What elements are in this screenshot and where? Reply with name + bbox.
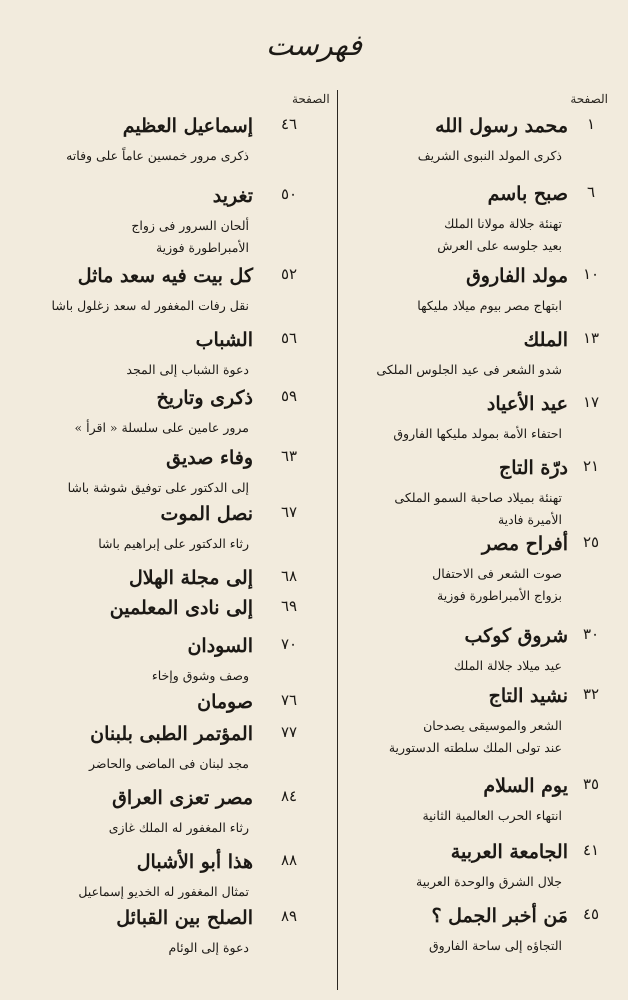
toc-entry-title: كل بيت فيه سعد ماثل (77, 265, 253, 287)
toc-page-number: ١٠ (582, 265, 600, 283)
toc-page-number: ٦٣ (280, 447, 298, 465)
toc-entry-description (332, 871, 562, 893)
toc-entry-description (9, 215, 249, 259)
toc-page-number: ٧٧ (280, 723, 298, 741)
toc-description-line: رثاء المغفور له الملك غازى (108, 820, 249, 835)
toc-entry-title: صومان (197, 691, 253, 713)
page-title: فهرست (265, 28, 362, 62)
toc-entry-description (332, 805, 562, 827)
toc-page-number: ٤١ (582, 841, 600, 859)
toc-page-number: ٦ (586, 183, 596, 201)
toc-entry-title: مَن أخبر الجمل ؟ (431, 905, 568, 927)
toc-entry-description (332, 213, 562, 257)
toc-page-number: ٥٠ (280, 185, 298, 203)
toc-entry-title: وفاء صديق (166, 447, 253, 469)
toc-page-number: ٣٠ (582, 625, 600, 643)
toc-entry-description (9, 295, 249, 317)
page-column-label-left: الصفحة (292, 92, 330, 106)
toc-description-line: عيد ميلاد جلالة الملك (453, 658, 562, 673)
toc-page-number: ٧٠ (280, 635, 298, 653)
toc-page-number: ١٧ (582, 393, 600, 411)
toc-description-line: الأمبراطورة فوزية (155, 240, 249, 255)
toc-entry-title: الملك (523, 329, 568, 351)
toc-entry-title: إسماعيل العظيم (122, 115, 253, 137)
toc-entry-description (332, 655, 562, 677)
toc-entry-title: إلى نادى المعلمين (109, 597, 253, 619)
toc-entry-description (9, 477, 249, 499)
toc-entry-title: مصر تعزى العراق (112, 787, 253, 809)
toc-entry-title: الشباب (195, 329, 253, 351)
toc-description-line: جلال الشرق والوحدة العربية (416, 874, 562, 889)
toc-page-number: ٥٩ (280, 387, 298, 405)
toc-entry-description (332, 715, 562, 759)
toc-entry-description (332, 295, 562, 317)
toc-page-number: ٢١ (582, 457, 600, 475)
toc-description-line: إلى الدكتور على توفيق شوشة باشا (67, 480, 249, 495)
toc-entry-title: نصل الموت (160, 503, 253, 525)
toc-entry-description (332, 423, 562, 445)
toc-entry-title: يوم السلام (483, 775, 568, 797)
toc-entry-title: ذكرى وتاريخ (156, 387, 253, 409)
toc-description-line: بزواج الأمبراطورة فوزية (437, 588, 562, 603)
toc-entry-title: محمد رسول الله (435, 115, 568, 137)
toc-page-number: ٤٥ (582, 905, 600, 923)
toc-entry-title: نشيد التاج (488, 685, 568, 707)
toc-description-line: دعوة الشباب إلى المجد (126, 362, 249, 377)
toc-page-number: ٦٨ (280, 567, 298, 585)
toc-entry-title: السودان (187, 635, 253, 657)
toc-page-number: ٧٦ (280, 691, 298, 709)
toc-description-line: ذكرى مرور خمسين عاماً على وفاته (66, 148, 249, 163)
toc-page-number: ١ (586, 115, 596, 133)
toc-entry-title: درّة التاج (498, 457, 568, 479)
toc-page-number: ٢٥ (582, 533, 600, 551)
toc-page-number: ٥٢ (280, 265, 298, 283)
toc-entry-title: إلى مجلة الهلال (128, 567, 253, 589)
toc-page-number: ١٣ (582, 329, 600, 347)
page-column-label-right: الصفحة (570, 92, 608, 106)
toc-entry-title: مولد الفاروق (466, 265, 568, 287)
toc-description-line: دعوة إلى الوئام (168, 940, 249, 955)
toc-page-number: ٤٦ (280, 115, 298, 133)
toc-page-number: ٦٧ (280, 503, 298, 521)
toc-entry-description (9, 753, 249, 775)
toc-description-line: وصف وشوق وإخاء (151, 668, 249, 683)
toc-description-line: رثاء الدكتور على إبراهيم باشا (98, 536, 249, 551)
toc-entry-description (332, 359, 562, 381)
toc-entry-description (332, 145, 562, 167)
toc-description-line: عند تولى الملك سلطته الدستورية (388, 740, 562, 755)
toc-entry-title: الجامعة العربية (450, 841, 568, 863)
toc-page-number: ٥٦ (280, 329, 298, 347)
toc-description-line: ذكرى المولد النبوى الشريف (417, 148, 562, 163)
toc-entry-description (9, 145, 249, 167)
toc-description-line: انتهاء الحرب العالمية الثانية (422, 808, 562, 823)
toc-description-line: ابتهاج مصر بيوم ميلاد مليكها (417, 298, 562, 313)
toc-entry-title: عيد الأعياد (486, 393, 568, 415)
toc-entry-description (332, 487, 562, 531)
toc-entry-description (9, 533, 249, 555)
toc-description-line: تهنئة بميلاد صاحبة السمو الملكى (394, 490, 562, 505)
toc-entry-title: هذا أبو الأشبال (136, 851, 253, 873)
toc-description-line: الأميرة فادية (497, 512, 562, 527)
toc-description-line: نقل رفات المغفور له سعد زغلول باشا (51, 298, 249, 313)
toc-entry-title: أفراح مصر (481, 533, 568, 555)
toc-page-number: ٨٨ (280, 851, 298, 869)
toc-page-number: ٣٥ (582, 775, 600, 793)
toc-description-line: ألحان السرور فى زواج (131, 218, 249, 233)
toc-description-line: مجد لبنان فى الماضى والحاضر (88, 756, 249, 771)
toc-entry-title: صبح باسم (487, 183, 568, 205)
toc-page-number: ٦٩ (280, 597, 298, 615)
toc-entry-description (9, 417, 249, 439)
toc-entry-description (9, 881, 249, 903)
toc-page-number: ٣٢ (582, 685, 600, 703)
toc-page-number: ٨٩ (280, 907, 298, 925)
toc-description-line: تمثال المغفور له الخديو إسماعيل (78, 884, 249, 899)
toc-entry-description (332, 935, 562, 957)
toc-description-line: بعيد جلوسه على العرش (437, 238, 562, 253)
toc-entry-title: المؤتمر الطبى بلبنان (90, 723, 253, 745)
toc-entry-title: الصلح بين القبائل (116, 907, 253, 929)
toc-entry-title: شروق كوكب (464, 625, 568, 647)
toc-page-number: ٨٤ (280, 787, 298, 805)
toc-description-line: صوت الشعر فى الاحتفال (432, 566, 562, 581)
toc-description-line: تهنئة جلالة مولانا الملك (444, 216, 562, 231)
toc-description-line: شدو الشعر فى عيد الجلوس الملكى (376, 362, 562, 377)
toc-entry-description (332, 563, 562, 607)
toc-description-line: احتفاء الأمة بمولد مليكها الفاروق (393, 426, 562, 441)
toc-entry-description (9, 359, 249, 381)
toc-entry-title: تغريد (212, 185, 253, 207)
toc-entry-description (9, 665, 249, 687)
toc-description-line: مرور عامين على سلسلة « اقرأ » (74, 420, 249, 435)
toc-entry-description (9, 817, 249, 839)
toc-description-line: الشعر والموسيقى يصدحان (423, 718, 562, 733)
toc-description-line: التجاؤه إلى ساحة الفاروق (428, 938, 562, 953)
toc-entry-description (9, 937, 249, 959)
